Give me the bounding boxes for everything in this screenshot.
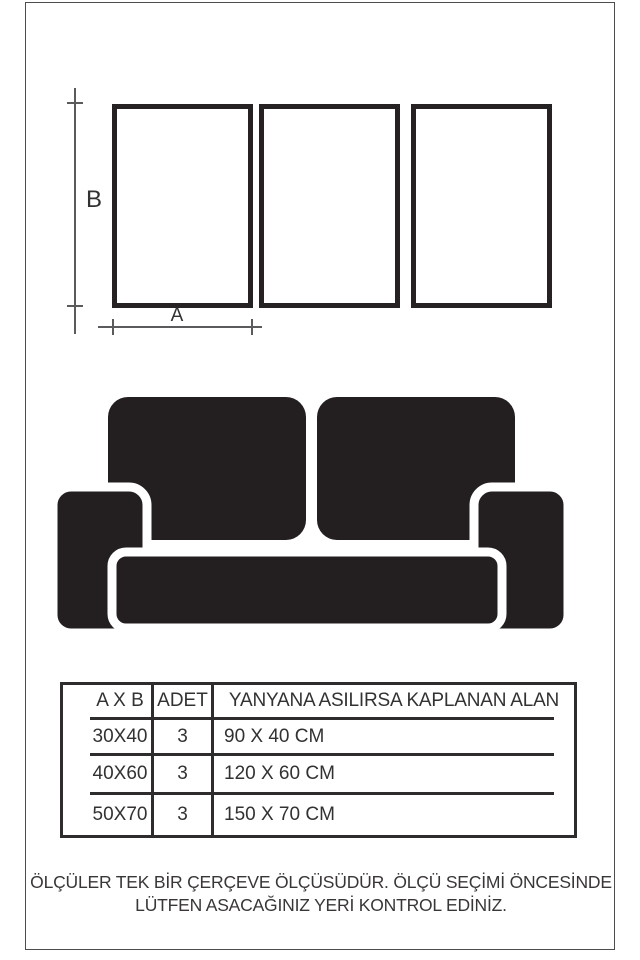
cell-alan: 90 X 40 CM [224, 725, 325, 747]
table-row [63, 795, 574, 835]
frame-rectangle-1 [112, 104, 253, 308]
header-covered-area: YANYANA ASILIRSA KAPLANAN ALAN [228, 690, 560, 711]
sofa-icon [48, 392, 573, 642]
size-table [60, 682, 577, 838]
disclaimer-line-1: ÖLÇÜLER TEK BİR ÇERÇEVE ÖLÇÜSÜDÜR. ÖLÇÜ SEÇİMİ ÖNCESİNDE [30, 872, 612, 892]
height-dimension-tick-bottom [67, 305, 83, 307]
disclaimer-line-2: LÜTFEN ASACAĞINIZ YERİ KONTROL EDİNİZ. [135, 895, 507, 915]
cell-axb: 30X40 [92, 725, 148, 747]
cell-axb: 50X70 [92, 804, 148, 825]
width-dimension-tick-right [251, 319, 253, 335]
table-header-row [63, 685, 574, 717]
cell-adet: 3 [177, 725, 188, 747]
table-row [63, 720, 574, 753]
cell-axb: 40X60 [92, 763, 148, 784]
cell-alan: 120 X 60 CM [224, 763, 335, 784]
frame-rectangle-3 [411, 104, 552, 308]
width-dimension-tick-left [112, 319, 114, 335]
table-row [63, 756, 574, 792]
cell-adet: 3 [177, 804, 188, 825]
width-dimension-line [98, 326, 262, 328]
cell-adet: 3 [177, 763, 188, 784]
frame-rectangle-2 [259, 104, 400, 308]
header-dimensions: A X B [96, 690, 144, 711]
height-dimension-label: B [85, 186, 102, 213]
header-quantity: ADET [157, 690, 208, 711]
height-dimension-tick-top [67, 102, 83, 104]
sofa-shapes [53, 397, 568, 633]
disclaimer-text [25, 871, 617, 917]
cell-alan: 150 X 70 CM [224, 804, 335, 825]
height-dimension-line [74, 88, 76, 334]
width-dimension-label: A [170, 305, 184, 326]
